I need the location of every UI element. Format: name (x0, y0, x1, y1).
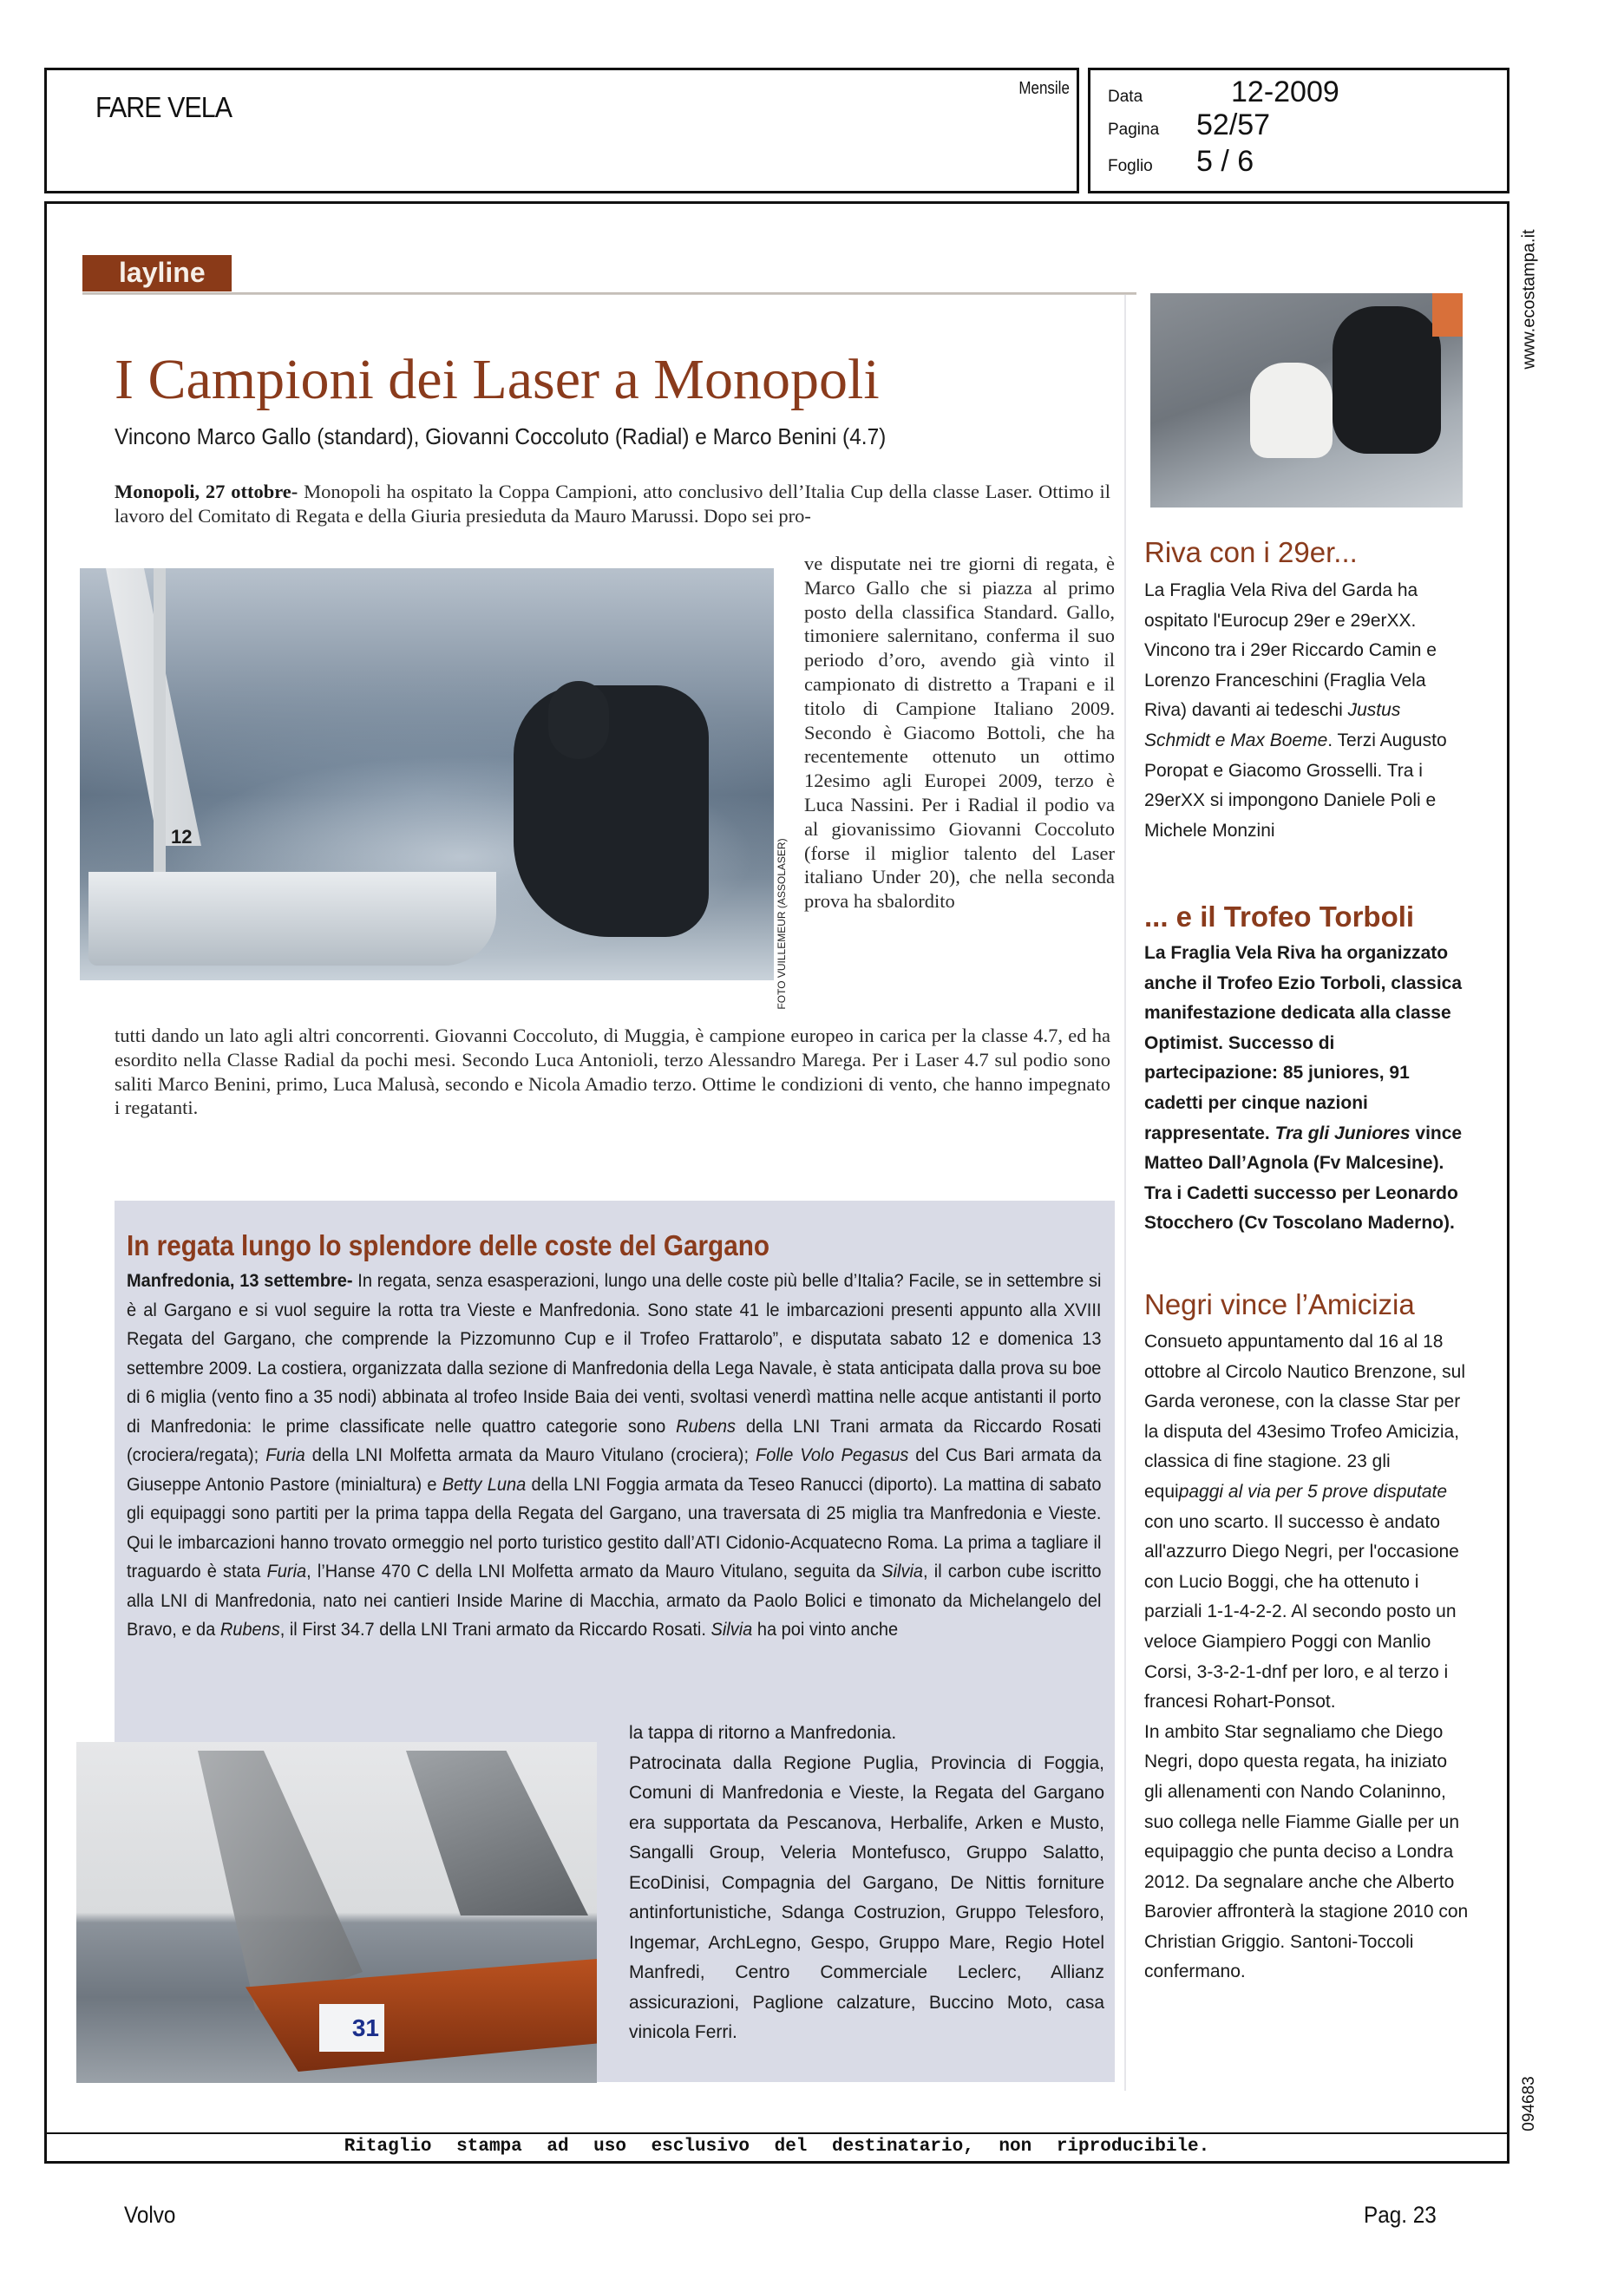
crew-member-shape (1333, 306, 1441, 454)
text: , il First 34.7 della LNI Trani armato da Riccardo Rosati. (279, 1619, 711, 1640)
sidebar-title-riva: Riva con i 29er... (1144, 536, 1358, 568)
sailor-head-shape (548, 681, 609, 759)
photo-29er-crew (1150, 293, 1463, 508)
dateline: Monopoli, 27 ottobre- (115, 481, 298, 502)
publication-name: FARE VELA (95, 91, 232, 123)
mainsail-shape (406, 1751, 588, 1916)
meta-label: Pagina (1108, 121, 1160, 139)
clipping-header-meta (1088, 68, 1509, 193)
meta-row-pagina (1108, 108, 1270, 142)
text: Consueto appuntamento dal 16 al 18 ottobre al Circolo Nautico Brenzone, sul Garda veronese, con la classe Star per la disputa del 43esimo Trofeo Amicizia, classica di fine stagione. 23 gli equi (1144, 1332, 1466, 1502)
sail-shape (1432, 293, 1463, 337)
meta-label: Data (1108, 88, 1143, 106)
gargano-sponsors: Patrocinata dalla Regione Puglia, Provincia di Foggia, Comuni di Manfredonia e Vieste, la Regata del Gargano era supportata da Pescanova, Herbalife, Arken e Musto, Sangalli Group, Veleria Montefusco, Gruppo Salatto, EcoDinisi, Compagnia del Gargano, De Nittis forniture antinfortunistiche, Sdanga Costruzion, Gruppo Telesforo, Ingemar, ArchLegno, Gespo, Gruppo Mare, Regio Hotel Manfredi, Centro Commerciale Leclerc, Allianz assicurazioni, Paglione calzature, Buccino Moto, casa vinicola Ferri. (629, 1752, 1104, 2042)
gargano-dateline: Manfredonia, 13 settembre- (127, 1270, 353, 1291)
sidebar-text-torboli (1144, 939, 1470, 1239)
text: In regata, senza esasperazioni, lungo una delle coste più belle d’Italia? Facile, se in settembre si è al Gargano e si vuol seguire la rotta tra Vieste e Manfredonia. Sono state 41 le imbarcazioni presenti appunto alla XVIII Regata del Gargano, che comprende la Pizzomunno Cup e il Trofeo Frattarolo”, e disputata sabato 12 e domenica 13 settembre 2009. La costiera, organizzata dalla sezione di Manfredonia della Lega Navale, è stata anticipata dalla prova su boe di 6 miglia (vento fino a 35 nodi) abbinata al trofeo Inside Baia dei venti, svoltasi venerdì mattina nelle acque antistanti il porto di Manfredonia: le prime classificate nelle quattro categorie sono (127, 1270, 1102, 1437)
photo-credit-text: FOTO VUILLEMEUR (ASSOLASER) (776, 838, 788, 1010)
photo-credit (775, 838, 789, 1010)
side-code-text: 094683 (1520, 2076, 1538, 2132)
boat-name: Furia (265, 1444, 305, 1465)
sailor-shape (514, 685, 709, 937)
periodicity-label: Mensile (1018, 79, 1070, 98)
column-divider (1124, 295, 1126, 2091)
article-title: I Campioni dei Laser a Monopoli (115, 348, 880, 411)
meta-value: 52/57 (1196, 108, 1271, 141)
bow-number: 31 (319, 2004, 384, 2052)
text: del Cus Bari armata da Giuseppe Antonio Pastore (minialtura) e (127, 1444, 1102, 1495)
photo-keelboat (76, 1742, 597, 2083)
client-name: Volvo (124, 2202, 176, 2228)
text-italic: paggi al via per 5 prove disputate (1178, 1481, 1448, 1502)
clipping-header-publication (44, 68, 1079, 193)
sidebar-title-negri: Negri vince l’Amicizia (1144, 1288, 1415, 1320)
text: ha poi vinto anche (752, 1619, 899, 1640)
sidebar-negri-para1 (1144, 1327, 1470, 1718)
text: , il carbon cube iscritto alla LNI di Manfredonia, nato nei cantieri Inside Marine di Macchia, armato da Paolo Bolici e timonato da Michelangelo del Bravo, e da (127, 1561, 1102, 1640)
boat-name: Folle Volo Pegasus (755, 1444, 909, 1465)
jib-shape (198, 1751, 363, 2011)
meta-value: 5 / 6 (1196, 145, 1254, 178)
side-code (1516, 2073, 1542, 2134)
text: La Fraglia Vela Riva ha organizzato anche il Trofeo Ezio Torboli, classica manifestazione dedicata alla classe Optimist. Successo di partecipazione: 85 juniores, 91 cadetti per cinque nazioni rappresentate. (1144, 943, 1463, 1143)
text: La Fraglia Vela Riva del Garda ha ospitato l'Eurocup 29er e 29erXX. Vincono tra i 29er Riccardo Camin e Lorenzo Franceschini (Fraglia Vela Riva) davanti ai tedeschi (1144, 580, 1437, 721)
boat-name: Silvia (710, 1619, 753, 1640)
text: della LNI Trani armata da Riccardo Rosati (crociera/regata); (127, 1415, 1102, 1465)
gargano-title: In regata lungo lo splendore delle coste del Gargano (127, 1229, 769, 1261)
sail-number: 12 (171, 826, 193, 848)
text: vince Matteo Dall’Agnola (Fv Malcesine). Tra i Cadetti successo per Leonardo Stocchero (Cv Toscolano Maderno). (1144, 1123, 1463, 1234)
boat-name: Rubens (219, 1619, 280, 1640)
photo-laser-sailor (80, 568, 774, 980)
gargano-continuation (629, 1719, 1104, 2048)
paragraph-text: Monopoli ha ospitato la Coppa Campioni, atto conclusivo dell’Italia Cup della classe Laser. Ottimo il lavoro del Comitato di Regata e della Giuria presieduta da Mauro Marussi. Dopo sei pro- (115, 481, 1110, 527)
text: della LNI Foggia armata da Teseo Ranucci (diporto). La mattina di sabato gli equipaggi sono partiti per la prima tappa della Regata del Gargano, una traversata di 25 miglia tra Manfredonia e Vieste. Qui le imbarcazioni hanno trovato ormeggio nel porto turistico gestito dall’ATI Cidonio-Acquatecno Roma. La prima a tagliare il traguardo è stata (127, 1473, 1102, 1582)
crew-member-shape (1250, 363, 1333, 458)
page-number: Pag. 23 (1364, 2202, 1437, 2228)
boat-name: Silvia (881, 1561, 924, 1582)
boat-name: Furia (266, 1561, 307, 1582)
text: con uno scarto. Il successo è andato all'azzurro Diego Negri, per l'occasione con Lucio Boggi, che ha ottenuto i parziali 1-1-4-2-2. Al secondo posto un veloce Giampiero Poggi con Manlio Corsi, 3-3-2-1-dnf per loro, e al terzo i francesi Rohart-Ponsot. (1144, 1511, 1459, 1713)
gargano-body (127, 1267, 1101, 1645)
text-italic: Tra gli Juniores (1274, 1123, 1411, 1143)
sidebar-text-negri (1144, 1327, 1470, 1988)
hull-shape (88, 872, 496, 966)
sidebar-negri-para2: In ambito Star segnaliamo che Diego Negri, dopo questa regata, ha iniziato gli allenamenti con Nando Colaninno, suo collega nelle Fiamme Gialle per un equipaggio che punta deciso a Londra 2012. Da segnalare anche che Alberto Barovier affronterà la stagione 2010 con Christian Griggio. Santoni-Toccoli confermano. (1144, 1721, 1469, 1982)
boat-name: Betty Luna (442, 1473, 527, 1495)
text: della LNI Molfetta armata da Mauro Vitulano (crociera); (304, 1444, 756, 1465)
side-url-text: www.ecostampa.it (1519, 229, 1539, 370)
meta-label: Foglio (1108, 157, 1153, 175)
gargano-continuation-line: la tappa di ritorno a Manfredonia. (629, 1723, 897, 1743)
meta-row-data (1108, 75, 1339, 109)
names: Justus Schmidt e Max Boeme (1144, 700, 1401, 750)
article-paragraph-end: tutti dando un lato agli altri concorrenti. Giovanni Coccoluto, di Muggia, è campione europeo in carica per la classe 4.7, ed ha esordito nella Classe Radial da pochi mesi. Secondo Luca Antonioli, terzo Alessandro Marega. Per i Laser 4.7 sul podio sono saliti Marco Benini, primo, Luca Malusà, secondo e Nicola Amadio terzo. Ottime le condizioni di vento, che hanno impegnato i regatanti. (115, 1025, 1110, 1119)
meta-value: 12-2009 (1231, 75, 1339, 108)
section-tag: layline (82, 255, 232, 291)
mast-shape (154, 568, 166, 876)
meta-row-foglio (1108, 145, 1254, 179)
text: . Terzi Augusto Poropat e Giacomo Grosselli. Tra i 29erXX si impongono Daniele Poli e Michele Monzini (1144, 730, 1447, 841)
section-divider (82, 292, 1136, 295)
sidebar-text-riva (1144, 576, 1470, 846)
sidebar-title-torboli: ... e il Trofeo Torboli (1144, 900, 1415, 933)
article-paragraph-wrap: ve disputate nei tre giorni di regata, è Marco Gallo che si piazza al primo posto della classifica Standard. Gallo, timoniere salernitano, conferma il suo periodo d’oro, avendo già vinto il campionato di distretto a Trapani e il titolo di Campione Italiano 2009. Secondo è Giacomo Bottoli, che ha recentemente ottenuto un ottimo 12esimo agli Europei 2009, terzo è Luca Nassini. Per i Radial il podio va al giovanissimo Giovanni Coccoluto (forse il miglior talento del Laser italiano Under 20), che nella seconda prova ha sbalordito (804, 553, 1115, 913)
article-subtitle: Vincono Marco Gallo (standard), Giovanni Coccoluto (Radial) e Marco Benini (4.7) (115, 423, 887, 449)
side-url (1516, 217, 1542, 382)
reproduction-notice: Ritaglio stampa ad uso esclusivo del destinatario, non riproducibile. (344, 2137, 1210, 2157)
article-paragraph-intro (115, 480, 1110, 528)
reproduction-notice-bar (44, 2132, 1509, 2164)
boat-name: Rubens (676, 1415, 737, 1437)
text: , l’Hanse 470 C della LNI Molfetta armato da Mauro Vitulano, seguita da (306, 1561, 882, 1582)
